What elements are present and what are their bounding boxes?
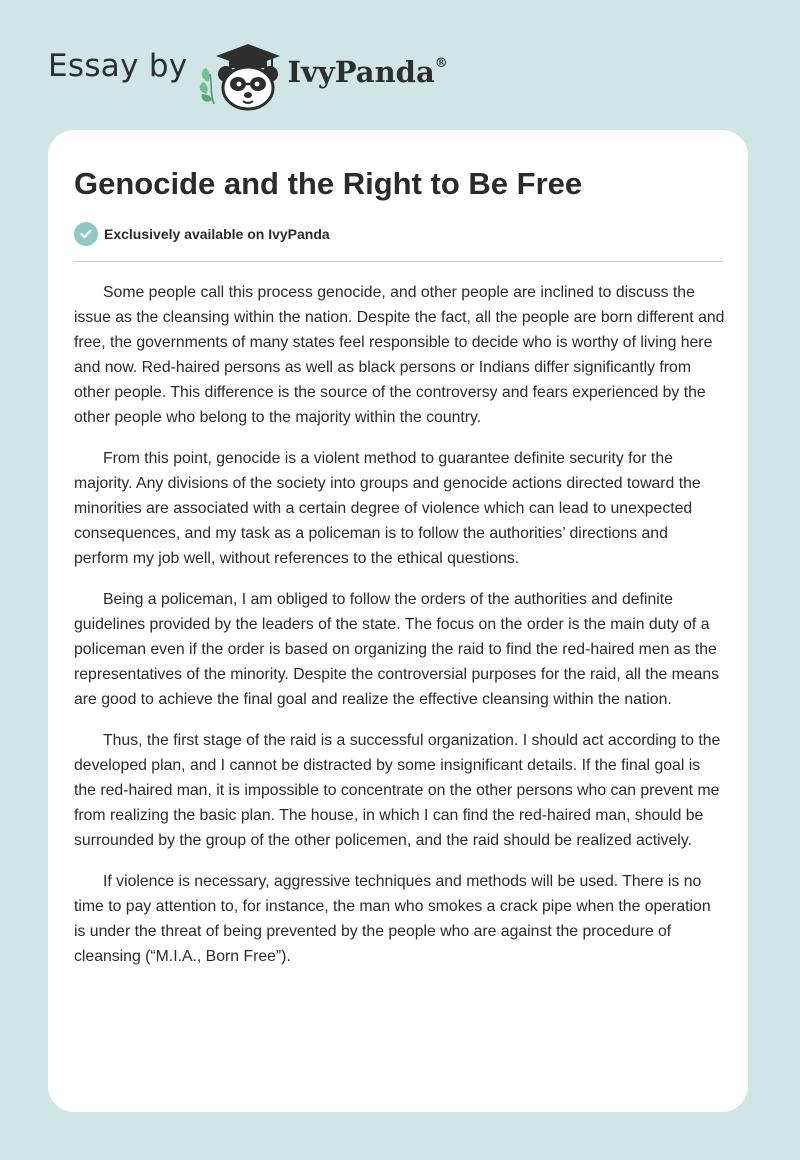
essay-paragraph: Being a policeman, I am obliged to follow the orders of the authorities and definite guidelines provided by the leaders of the state. The focus on the order is the main duty of a policeman even if the order is based on organizing the raid to find the red-haired men as the representatives of the minority. Despite the controversial purposes for the raid, all the means are good to achieve the final goal and realize the effective cleansing within the nation. bbox=[74, 591, 720, 708]
essay-card bbox=[48, 130, 748, 1112]
essay-paragraph: Thus, the first stage of the raid is a successful organization. I should act according to the developed plan, and I cannot be distracted by some insignificant details. If the final goal is the red-haired man, it is impossible to concentrate on the other persons who can prevent me from realizing the basic plan. The house, in which I can find the red-haired man, should be surrounded by the group of the other policemen, and the raid should be realized actively. bbox=[74, 732, 721, 849]
essay-body bbox=[74, 280, 726, 985]
essay-paragraph: If violence is necessary, aggressive techniques and methods will be used. There is no time to pay attention to, for instance, the man who smokes a crack pipe when the operation is under the threat of being prevented by the people who are against the procedure of cleansing (“M.I.A., Born Free”). bbox=[74, 873, 711, 965]
essay-title: Genocide and the Right to Be Free bbox=[74, 166, 583, 201]
title-divider bbox=[74, 261, 723, 262]
exclusive-badge-text: Exclusively available on IvyPanda bbox=[104, 226, 330, 242]
brand-name[interactable] bbox=[288, 55, 448, 89]
site-header bbox=[48, 34, 448, 114]
registered-mark: ® bbox=[434, 56, 448, 72]
exclusive-badge bbox=[74, 222, 330, 246]
essay-paragraph: Some people call this process genocide, and other people are inclined to discuss the issue as the cleansing within the nation. Despite the fact, all the people are born different and free, the governments of many states feel responsible to decide who is worthy of living here and now. Red-haired persons as well as black persons or Indians differ significantly from other people. This difference is the source of the controversy and fears experienced by the other people who belong to the majority within the country. bbox=[74, 284, 725, 426]
panda-logo-icon[interactable] bbox=[198, 34, 286, 114]
essay-paragraph: From this point, genocide is a violent method to guarantee definite security for the majority. Any divisions of the society into groups and genocide actions directed toward the minorities are associated with a certain degree of violence which can lead to unexpected consequences, and my task as a policeman is to follow the authorities’ directions and perform my job well, without references to the ethical questions. bbox=[74, 450, 701, 567]
check-circle-icon bbox=[74, 222, 98, 246]
essay-by-label: Essay by bbox=[48, 48, 188, 84]
brand-text: IvyPanda bbox=[287, 55, 435, 89]
